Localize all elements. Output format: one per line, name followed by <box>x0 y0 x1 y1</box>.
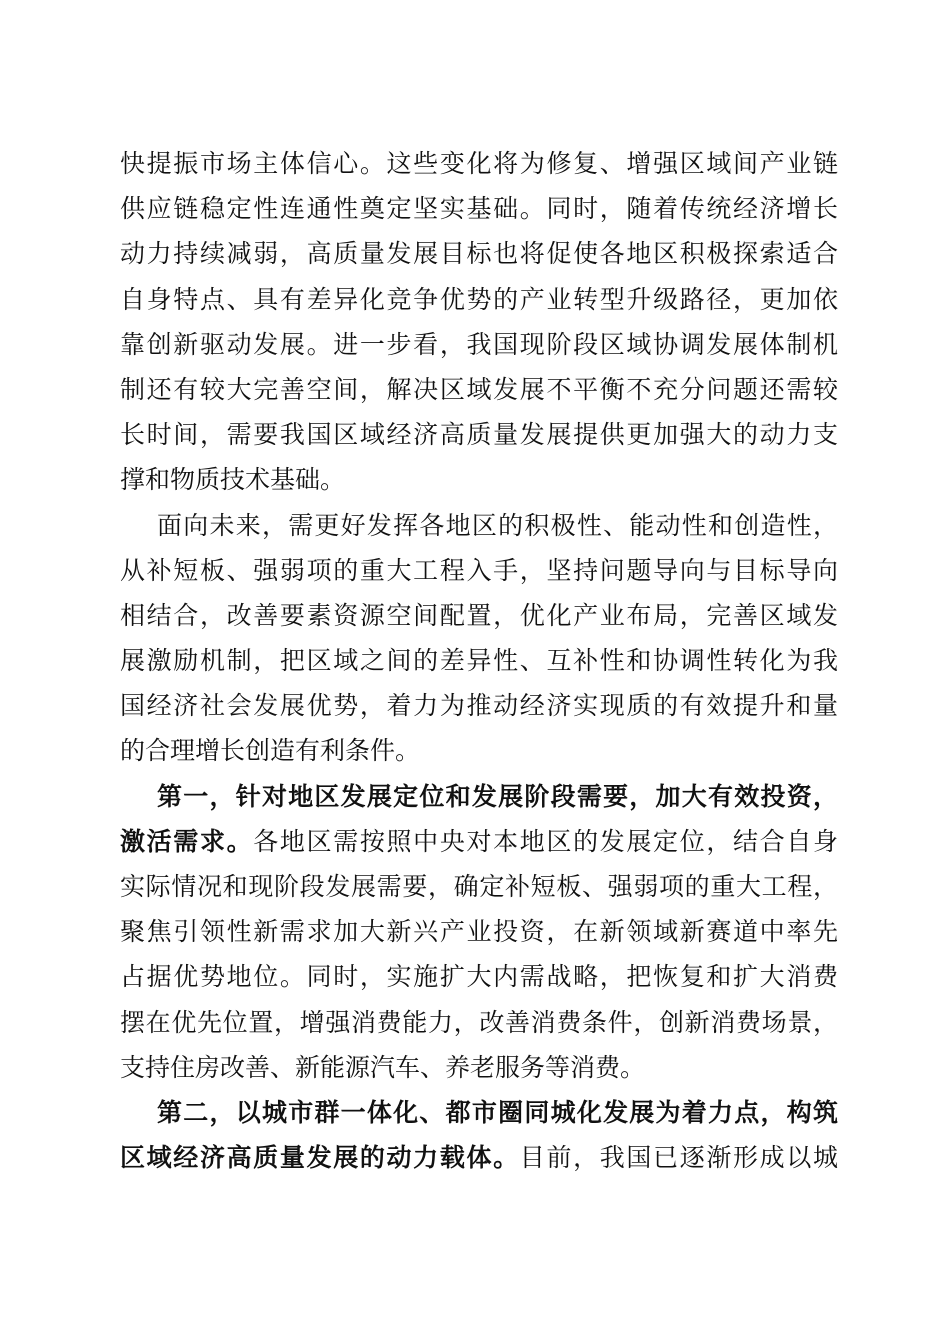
text-line <box>120 819 838 864</box>
text-line: 动力持续减弱，高质量发展目标也将促使各地区积极探索适合 <box>120 239 838 269</box>
text-line: 摆在优先位置，增强消费能力，改善消费条件，创新消费场景， <box>120 1007 838 1037</box>
document-body <box>120 141 838 1180</box>
paragraph <box>120 1090 838 1180</box>
paragraph <box>120 503 838 774</box>
paragraph-heading: 第一，针对地区发展定位和发展阶段需要，加大有效投资， <box>157 781 838 811</box>
text-span: 各地区需按照中央对本地区的发展定位，结合自身 <box>253 826 838 856</box>
text-line <box>120 1135 838 1180</box>
paragraph <box>120 141 838 503</box>
text-line: 实际情况和现阶段发展需要，确定补短板、强弱项的重大工程， <box>120 872 838 901</box>
text-line: 长时间，需要我国区域经济高质量发展提供更加强大的动力支 <box>120 420 838 450</box>
text-line: 面向未来，需更好发挥各地区的积极性、能动性和创造性， <box>157 510 838 540</box>
text-line: 聚焦引领性新需求加大新兴产业投资，在新领域新赛道中率先 <box>120 917 838 947</box>
text-line: 相结合，改善要素资源空间配置，优化产业布局，完善区域发 <box>120 600 838 630</box>
text-span: 目前，我国已逐渐形成以城 <box>519 1143 838 1173</box>
text-line: 展激励机制，把区域之间的差异性、互补性和协调性转化为我 <box>120 646 838 676</box>
text-line: 制还有较大完善空间，解决区域发展不平衡不充分问题还需较 <box>120 374 838 404</box>
text-line: 自身特点、具有差异化竞争优势的产业转型升级路径，更加依 <box>120 284 838 314</box>
text-line: 国经济社会发展优势，着力为推动经济实现质的有效提升和量 <box>120 691 838 721</box>
text-line: 快提振市场主体信心。这些变化将为修复、增强区域间产业链 <box>120 149 838 178</box>
text-line: 从补短板、强弱项的重大工程入手，坚持问题导向与目标导向 <box>120 555 838 585</box>
text-line: 撑和物质技术基础。 <box>120 465 346 495</box>
paragraph <box>120 774 838 1090</box>
paragraph-heading: 第二，以城市群一体化、都市圈同城化发展为着力点，构筑 <box>157 1097 838 1127</box>
text-line: 供应链稳定性连通性奠定坚实基础。同时，随着传统经济增长 <box>120 194 838 224</box>
paragraph-heading-tail: 激活需求。 <box>120 826 254 856</box>
text-line: 占据优势地位。同时，实施扩大内需战略，把恢复和扩大消费 <box>120 962 838 992</box>
text-line: 的合理增长创造有利条件。 <box>120 736 421 766</box>
text-line: 靠创新驱动发展。进一步看，我国现阶段区域协调发展体制机 <box>120 329 838 359</box>
paragraph-heading-tail: 区域经济高质量发展的动力载体。 <box>120 1143 520 1173</box>
text-line: 支持住房改善、新能源汽车、养老服务等消费。 <box>120 1052 646 1082</box>
